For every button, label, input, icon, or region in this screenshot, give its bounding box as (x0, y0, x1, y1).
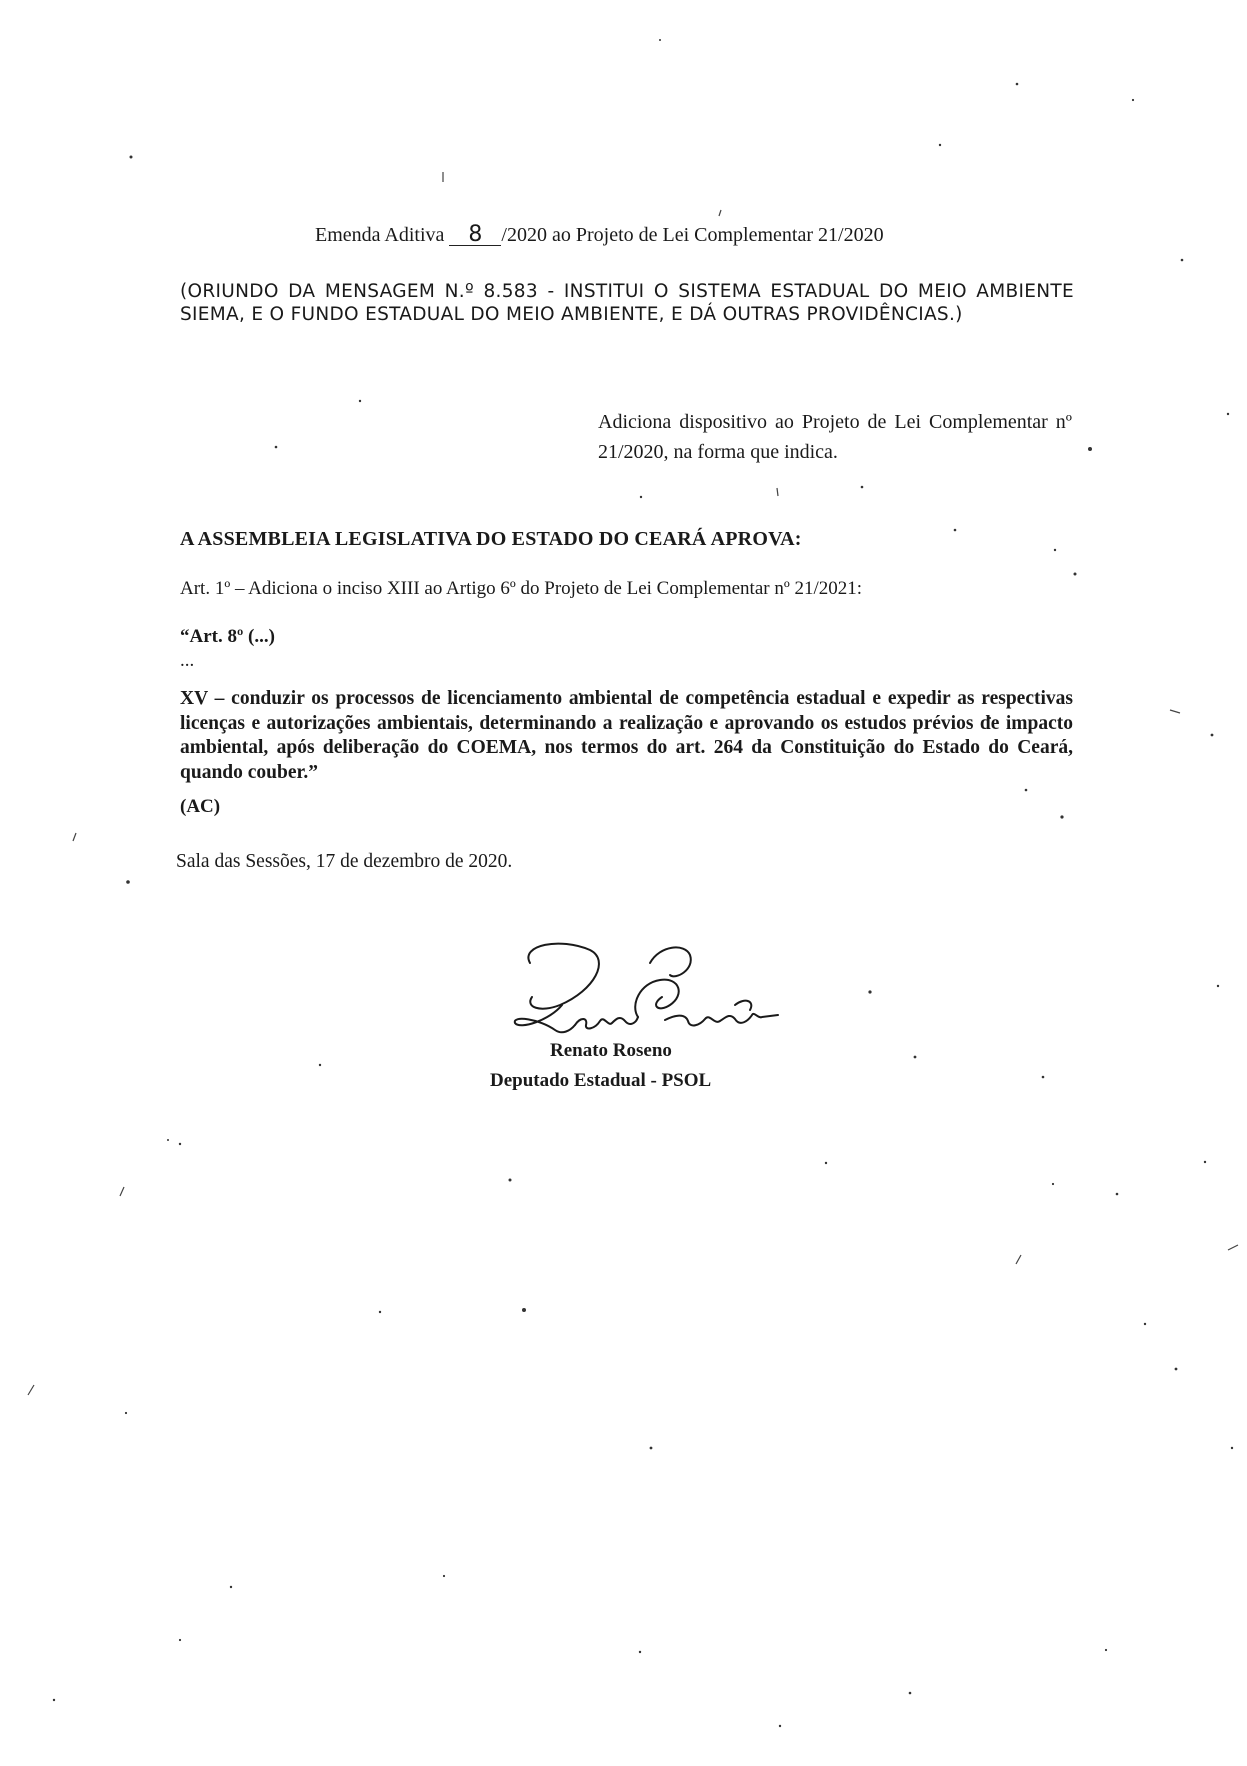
document-title (315, 224, 884, 247)
signer-name: Renato Roseno (550, 1040, 672, 1061)
title-prefix: Emenda Aditiva (315, 224, 445, 246)
ellipsis: ... (180, 650, 195, 671)
assembly-heading: A ASSEMBLEIA LEGISLATIVA DO ESTADO DO CEARÁ APROVA: (180, 528, 802, 550)
title-suffix: /2020 ao Projeto de Lei Complementar 21/2020 (501, 224, 884, 246)
ac-marker: (AC) (180, 796, 221, 817)
origin-note: (ORIUNDO DA MENSAGEM N.º 8.583 - INSTITUI O SISTEMA ESTADUAL DO MEIO AMBIENTE SIEMA, E O FUNDO ESTADUAL DO MEIO AMBIENTE, E DÁ OUTRAS PROVIDÊNCIAS.) (180, 281, 1074, 325)
handwritten-signature (500, 935, 780, 1055)
amendment-number: 8 (449, 225, 501, 246)
ementa: Adiciona dispositivo ao Projeto de Lei Complementar nº 21/2020, na forma que indica. (598, 411, 1072, 463)
article-8-heading: “Art. 8º (...) (180, 626, 275, 647)
article-1: Art. 1º – Adiciona o inciso XIII ao Artigo 6º do Projeto de Lei Complementar nº 21/2021: (180, 578, 863, 599)
inciso-xv: XV – conduzir os processos de licenciamento ambiental de competência estadual e expedir as respectivas licenças e autorizações ambientais, determinando a realização e aprovando os estudos prévios de impacto ambiental, após deliberação do COEMA, nos termos do art. 264 da Constituição do Estado do Ceará, quando couber.” (180, 688, 1073, 783)
session-date: Sala das Sessões, 17 de dezembro de 2020. (176, 851, 513, 872)
signer-role: Deputado Estadual - PSOL (490, 1070, 712, 1091)
